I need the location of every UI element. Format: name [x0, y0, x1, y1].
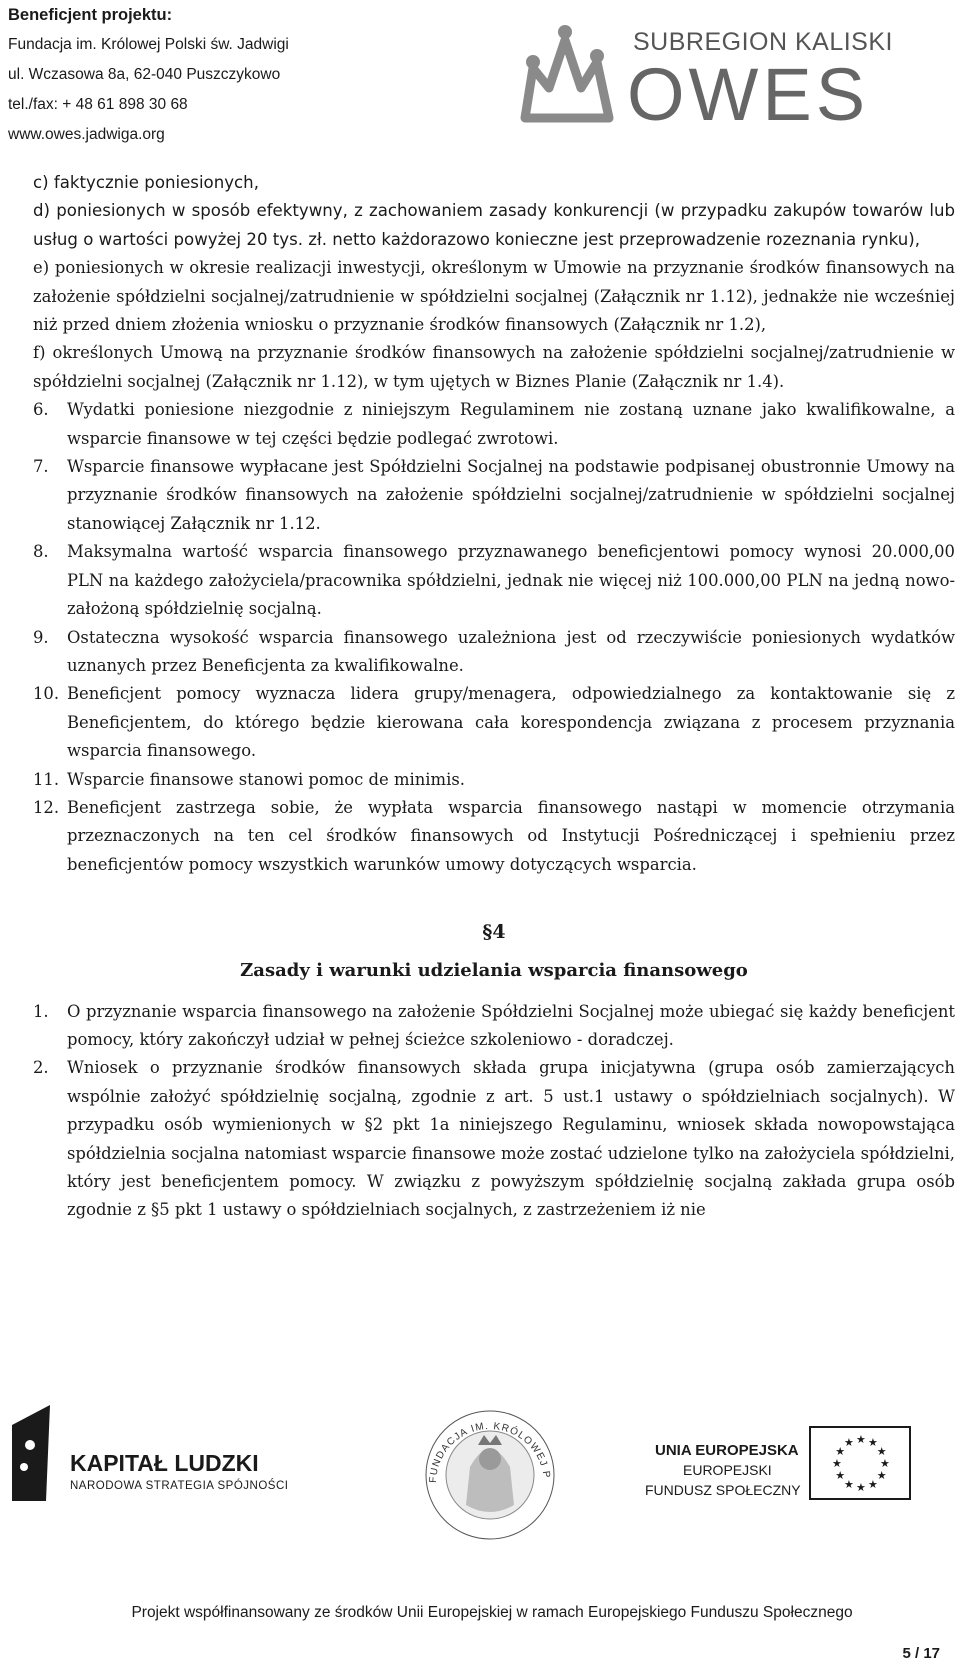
section-symbol: §4: [482, 921, 506, 944]
item-text: Beneficjent pomocy wyznacza lidera grupy/menagera, odpowiedzialnego za kontaktowanie się z Beneficjentem, do którego będzie kierowana cała korespondencja związana z procesem przyznania wsparcia finansowego.: [67, 684, 955, 761]
list-item: [33, 998, 955, 1055]
org-name: Fundacja im. Królowej Polski św. Jadwigi: [8, 36, 289, 53]
owes-text: OWES: [627, 53, 870, 130]
eu-star-icon: ★: [880, 1458, 890, 1470]
eu-star-icon: ★: [832, 1458, 842, 1470]
item-text: faktycznie poniesionych,: [53, 173, 259, 192]
org-website: www.owes.jadwiga.org: [8, 126, 165, 143]
list-item: [33, 254, 955, 339]
list-item: [33, 538, 955, 623]
kapital-ludzki-icon: [12, 1405, 50, 1501]
item-marker: 7.: [33, 457, 49, 477]
item-text: Maksymalna wartość wsparcia finansowego przyznawanego beneficjentowi pomocy wynosi 20.000,00 PLN na każdego założyciela/pracownika spółdzielni, jednak nie więcej niż 100.000,00 PLN na jedną nowo-założoną spółdzielnię socjalną.: [67, 542, 955, 619]
list-item: [33, 766, 955, 794]
item-text: poniesionych w okresie realizacji inwestycji, określonym w Umowie na przyznanie środków finansowych na założenie spółdzielni socjalnej/zatrudnienie w spółdzielni socjalnej (Załącznik nr 1.12), jednakże nie wcześniej niż przed dniem złożenia wniosku o przyznanie środków finansowych (Załącznik nr 1.2),: [33, 258, 955, 335]
item-marker: 6.: [33, 400, 49, 420]
eu-efs-logo: [645, 1427, 910, 1499]
item-marker: 9.: [33, 627, 49, 647]
item-marker: d): [33, 201, 51, 221]
owes-logo: [515, 10, 930, 130]
eu-star-icon: ★: [856, 1434, 866, 1446]
item-text: poniesionych w sposób efektywny, z zachowaniem zasady konkurencji (w przypadku zakupów towarów lub usług o wartości powyżej 20 tys. zł. netto każdorazowo konieczne jest przeprowadzenie rozeznania rynku),: [33, 201, 955, 249]
item-marker: c): [33, 173, 49, 192]
list-numbered: [33, 396, 955, 879]
item-text: Wsparcie finansowe wypłacane jest Spółdzielni Socjalnej na podstawie podpisanej obustronnie Umowy na przyznanie środków finansowych na założenie spółdzielni socjalnej/zatrudnienie w spółdzielni socjalnej stanowiącej Załącznik nr 1.12.: [67, 457, 955, 533]
list-item: [33, 339, 955, 396]
item-text: Beneficjent zastrzega sobie, że wypłata wsparcia finansowego nastąpi w momencie otrzymania przeznaczonych na ten cel środków finansowych od Instytucji Pośredniczącej i spełnieniu przez beneficjentów pomocy wszystkich warunków umowy dotyczących wsparcia.: [67, 797, 955, 874]
item-text: określonych Umową na przyznanie środków finansowych na założenie spółdzielni socjalnej/zatrudnienie w spółdzielni socjalnej (Załącznik nr 1.12), w tym ujętych w Biznes Planie (Załącznik nr 1.4).: [33, 343, 955, 391]
eu-star-icon: ★: [876, 1446, 887, 1458]
list-item: [33, 680, 955, 765]
item-text: Wsparcie finansowe stanowi pomoc de minimis.: [67, 769, 465, 789]
crown-icon: [525, 25, 609, 118]
item-marker: f): [33, 343, 46, 363]
eu-star-icon: ★: [835, 1470, 846, 1482]
seal-text: FUNDACJA IM. KRÓLOWEJ P: [427, 1420, 552, 1484]
list-item: [33, 1054, 955, 1224]
item-marker: 2.: [33, 1058, 49, 1078]
item-text: Wydatki poniesione niezgodnie z niniejszym Regulaminem nie zostaną uznane jako kwalifikowalne, a wsparcie finansowe w tej części będzie podlegać zwrotowi.: [67, 400, 955, 448]
kl-subtitle: NARODOWA STRATEGIA SPÓJNOŚCI: [70, 1480, 289, 1492]
cofinancing-note: Projekt współfinansowany ze środków Unii Europejskiej w ramach Europejskiego Funduszu Społecznego: [131, 1604, 853, 1621]
org-phone: tel./fax: + 48 61 898 30 68: [8, 96, 188, 113]
eu-line3: FUNDUSZ SPOŁECZNY: [645, 1482, 801, 1498]
list-item: [33, 169, 955, 197]
letterhead: [8, 0, 348, 150]
list-item: [33, 197, 955, 254]
item-text: Wniosek o przyznanie środków finansowych składa grupa inicjatywna (grupa osób zamierzających wspólnie założyć spółdzielnię socjalną, zgodnie z art. 5 ust.1 ustawy o spółdzielniach socjalnych). W przypadku osób wymienionych w §2 pkt 1a niniejszego Regulaminu, wniosek składa nowopowstająca spółdzielnia socjalna natomiast wsparcie finansowe może zostać udzielone tylko na założyciela spółdzielni, który jest beneficjentem pomocy. W związku z powyższym spółdzielnię socjalną zakłada grupa osób zgodnie z §5 pkt 1 ustawy o spółdzielniach socjalnych, z zastrzeżeniem iż nie: [67, 1058, 955, 1220]
list-top: [33, 169, 955, 396]
list-item: [33, 453, 955, 538]
item-marker: 10.: [33, 684, 60, 704]
document-body: [33, 169, 955, 1225]
beneficiary-label: Beneficjent projektu:: [8, 6, 173, 24]
footer-logos: [0, 1405, 960, 1675]
item-marker: 1.: [33, 1001, 49, 1021]
item-marker: 8.: [33, 542, 49, 562]
org-address: ul. Wczasowa 8a, 62-040 Puszczykowo: [8, 66, 281, 83]
eu-star-icon: ★: [835, 1446, 846, 1458]
eu-line1: UNIA EUROPEJSKA: [655, 1442, 799, 1459]
eu-star-icon: ★: [844, 1478, 854, 1491]
list-item: [33, 624, 955, 681]
kapital-ludzki-logo: [12, 1405, 288, 1501]
eu-star-icon: ★: [856, 1482, 866, 1494]
eu-star-icon: ★: [876, 1470, 887, 1482]
list-item: [33, 396, 955, 453]
eu-star-icon: ★: [868, 1478, 878, 1491]
item-text: Ostateczna wysokość wsparcia finansowego uzależniona jest od rzeczywiście poniesionych wydatków uznanych przez Beneficjenta za kwalifikowalne.: [67, 627, 955, 675]
subregion-text: SUBREGION KALISKI: [633, 28, 893, 56]
page-number: 5 / 17: [902, 1645, 940, 1662]
item-marker: 12.: [33, 797, 60, 817]
kl-title: KAPITAŁ LUDZKI: [70, 1450, 259, 1476]
list-item: [33, 794, 955, 879]
foundation-seal: [426, 1411, 554, 1539]
eu-star-icon: ★: [844, 1437, 854, 1450]
item-text: O przyznanie wsparcia finansowego na założenie Spółdzielni Socjalnej może ubiegać się każdy beneficjent pomocy, który zakończył udział w pełnej ścieżce szkoleniowo - doradczej.: [67, 1001, 955, 1049]
eu-line2: EUROPEJSKI: [683, 1462, 772, 1478]
section-title: Zasady i warunki udzielania wsparcia finansowego: [240, 960, 748, 982]
item-marker: 11.: [33, 769, 60, 789]
eu-star-icon: ★: [868, 1437, 878, 1450]
item-marker: e): [33, 258, 50, 278]
list-section4: [33, 998, 955, 1225]
